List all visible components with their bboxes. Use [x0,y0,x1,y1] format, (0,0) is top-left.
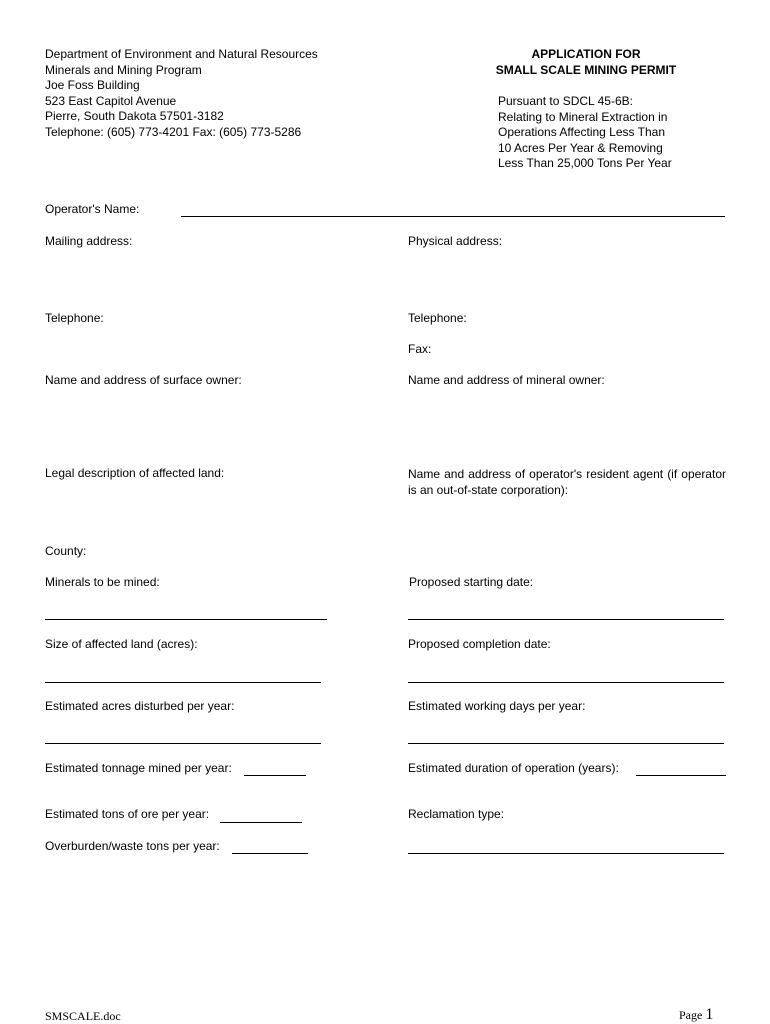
footer-filename: SMSCALE.doc [45,1009,121,1023]
footer-page [679,1007,713,1023]
agency-line: Minerals and Mining Program [45,62,202,77]
form-title [480,47,692,78]
statute-line: Less Than 25,000 Tons Per Year [498,156,672,170]
county-label: County: [45,544,87,558]
surface-owner-label: Name and address of surface owner: [45,373,242,387]
size-affected-label: Size of affected land (acres): [45,637,198,651]
completion-date-field[interactable] [408,682,724,683]
form-title-line: APPLICATION FOR [531,47,641,61]
tons-ore-field[interactable] [220,822,302,823]
mineral-owner-label: Name and address of mineral owner: [408,373,605,387]
reclamation-type-label: Reclamation type: [408,807,505,821]
statute-line: 10 Acres Per Year & Removing [498,140,663,155]
physical-address-label: Physical address: [408,234,503,248]
form-title-line: SMALL SCALE MINING PERMIT [495,62,677,77]
starting-date-field[interactable] [408,619,724,620]
tonnage-mined-label: Estimated tonnage mined per year: [45,761,232,775]
duration-field[interactable] [636,775,726,776]
overburden-field[interactable] [232,853,308,854]
resident-agent-label: Name and address of operator's resident agent (if operator is an out-of-state corporation): [408,467,726,497]
tonnage-mined-field[interactable] [244,775,306,776]
completion-date-label: Proposed completion date: [408,637,551,651]
statute-line: Operations Affecting Less Than [498,125,665,139]
reclamation-type-field[interactable] [408,853,724,854]
working-days-field[interactable] [408,743,724,744]
acres-disturbed-label: Estimated acres disturbed per year: [45,699,235,713]
statute-block [498,94,672,172]
operator-name-label: Operator's Name: [45,202,140,216]
minerals-mined-field[interactable] [45,619,327,620]
agency-line: Department of Environment and Natural Resources [45,47,318,61]
statute-line: Relating to Mineral Extraction in [498,109,668,124]
agency-line: Joe Foss Building [45,78,140,92]
size-affected-field[interactable] [45,682,321,683]
acres-disturbed-field[interactable] [45,743,321,744]
mailing-address-label: Mailing address: [45,234,133,248]
agency-line: 523 East Capitol Avenue [45,93,177,108]
fax-label: Fax: [408,342,432,356]
telephone-right-label: Telephone: [408,311,467,325]
duration-label: Estimated duration of operation (years): [408,761,619,775]
legal-description-label: Legal description of affected land: [45,466,225,480]
page-label: Page [679,1008,703,1022]
telephone-left-label: Telephone: [45,311,104,325]
page-number: 1 [705,1006,714,1023]
minerals-mined-label: Minerals to be mined: [45,575,160,589]
starting-date-label: Proposed starting date: [409,575,534,589]
tons-ore-label: Estimated tons of ore per year: [45,807,210,821]
agency-address-block [45,47,318,140]
agency-line: Pierre, South Dakota 57501-3182 [45,109,224,123]
statute-line: Pursuant to SDCL 45-6B: [498,94,633,108]
operator-name-field[interactable] [181,216,725,217]
agency-line: Telephone: (605) 773-4201 Fax: (605) 773-5286 [45,124,302,139]
working-days-label: Estimated working days per year: [408,699,586,713]
overburden-label: Overburden/waste tons per year: [45,839,220,853]
